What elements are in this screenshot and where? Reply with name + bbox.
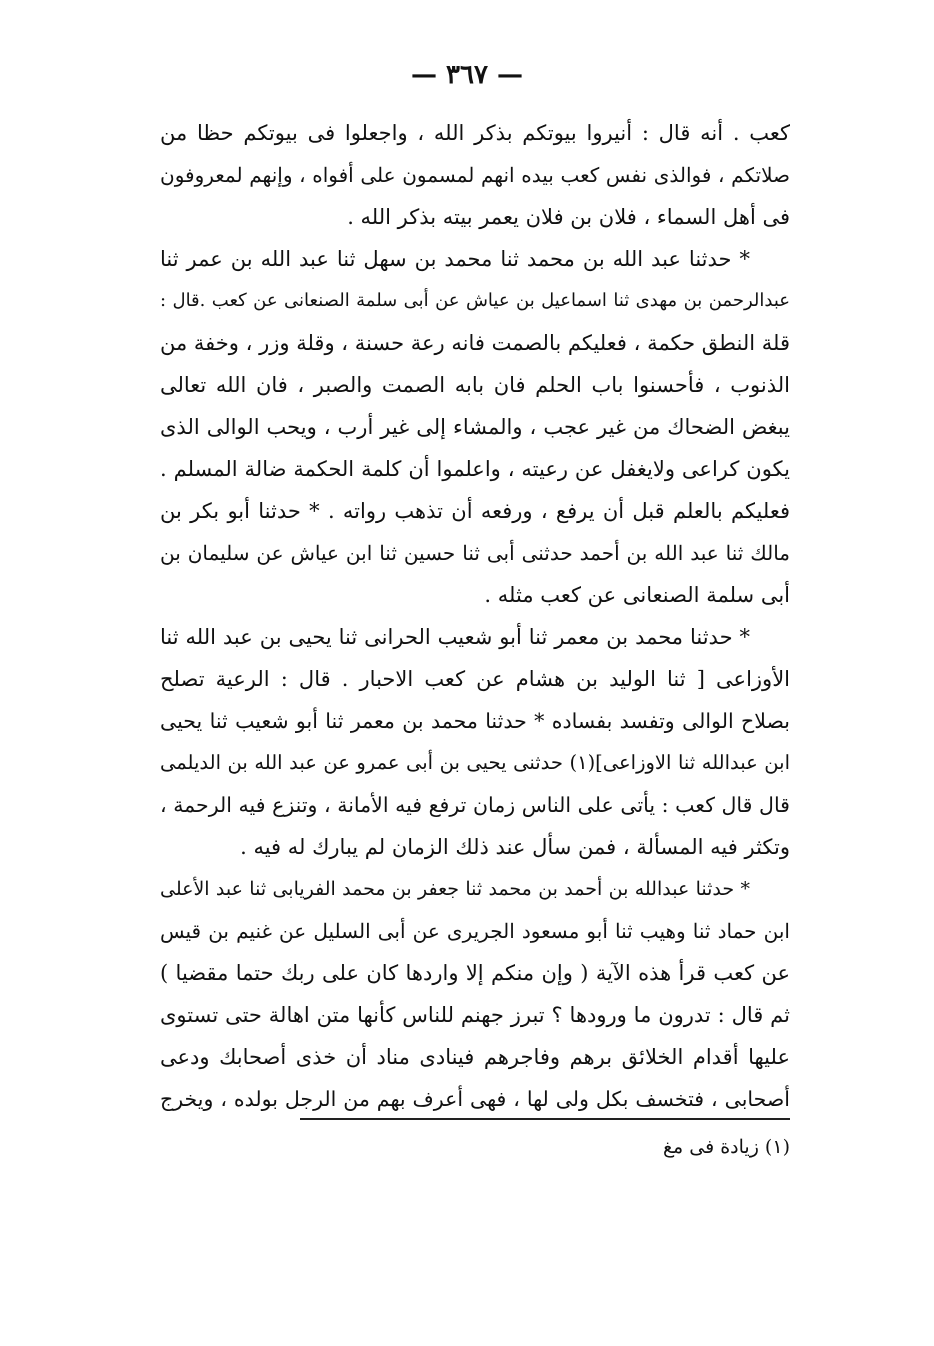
text-line: كعب . أنه قال : أنيروا بيوتكم بذكر الله ، واجعلوا فى بيوتكم حظا من	[160, 121, 790, 145]
text-line: الأوزاعى [ ثنا الوليد بن هشام عن كعب الاحبار . قال : الرعية تصلح	[160, 667, 790, 691]
text-line: يكون كراعى ولايغفل عن رعيته ، واعلموا أن كلمة الحكمة ضالة المسلم .	[160, 457, 790, 481]
text-line: الذنوب ، فأحسنوا باب الحلم فان بابه الصمت والصبر ، فان الله تعالى	[160, 373, 790, 397]
text-line: عن كعب قرأ هذه الآية ( وإن منكم إلا واردها كان على ربك حتما مقضيا )	[160, 961, 790, 985]
text-line: ابن حماد ثنا وهيب ثنا أبو مسعود الجريرى عن أبى السليل عن غنيم بن قيس	[160, 919, 790, 943]
page-number: — ٣٦٧ —	[410, 60, 524, 90]
text-line: * حدثنا محمد بن معمر ثنا أبو شعيب الحرانى ثنا يحيى بن عبد الله ثنا	[160, 625, 750, 649]
text-line: ابن عبدالله ثنا الاوزاعى](١) حدثنى يحيى بن أبى عمرو عن عبد الله بن الديلمى	[160, 751, 790, 774]
text-line: * حدثنا عبدالله بن أحمد بن محمد ثنا جعفر بن محمد الفريابى ثنا عبد الأعلى	[160, 878, 750, 900]
footnote-divider	[300, 1118, 790, 1120]
text-line: فعليكم بالعلم قبل أن يرفع ، ورفعه أن تذهب رواته . * حدثنا أبو بكر بن	[160, 499, 790, 523]
text-line: بصلاح الوالى وتفسد بفساده * حدثنا محمد بن معمر ثنا أبو شعيب ثنا يحيى	[160, 709, 790, 733]
text-line: عبدالرحمن بن مهدى ثنا اسماعيل بن عياش عن أبى سلمة الصنعانى عن كعب .قال :	[160, 290, 790, 311]
text-line: قال قال كعب : يأتى على الناس زمان ترفع فيه الأمانة ، وتنزع فيه الرحمة ،	[160, 793, 790, 817]
text-line: أبى سلمة الصنعانى عن كعب مثله .	[484, 583, 790, 607]
text-line: فى أهل السماء ، فلان بن فلان يعمر بيته بذكر الله .	[347, 205, 790, 229]
footnote: (١) زيادة فى مغ	[662, 1136, 790, 1158]
text-line: يبغض الضحاك من غير عجب ، والمشاء إلى غير أرب ، ويحب الوالى الذى	[160, 415, 790, 439]
text-line: عليها أقدام الخلائق برهم وفاجرهم فينادى مناد أن خذى أصحابك ودعى	[160, 1045, 790, 1069]
text-line: * حدثنا عبد الله بن محمد ثنا محمد بن سهل ثنا عبد الله بن عمر ثنا	[160, 247, 750, 271]
body-text	[160, 112, 790, 1120]
text-line: وتكثر فيه المسألة ، فمن سأل عند ذلك الزمان لم يبارك له فيه .	[240, 835, 790, 859]
text-line: صلاتكم ، فوالذى نفس كعب بيده انهم لمسمون على أفواه ، وإنهم لمعروفون	[160, 163, 790, 187]
text-line: مالك ثنا عبد الله بن أحمد حدثنى أبى ثنا حسين ثنا ابن عياش عن سليمان بن	[160, 541, 790, 565]
text-line: ثم قال : تدرون ما ورودها ؟ تبرز جهنم للناس كأنها متن اهالة حتى تستوى	[160, 1003, 790, 1027]
text-line: أصحابى ، فتخسف بكل ولى لها ، فهى أعرف بهم من الرجل بولده ، ويخرج	[160, 1087, 790, 1111]
text-line: قلة النطق حكمة ، فعليكم بالصمت فانه رعة حسنة ، وقلة وزر ، وخفة من	[160, 331, 790, 355]
